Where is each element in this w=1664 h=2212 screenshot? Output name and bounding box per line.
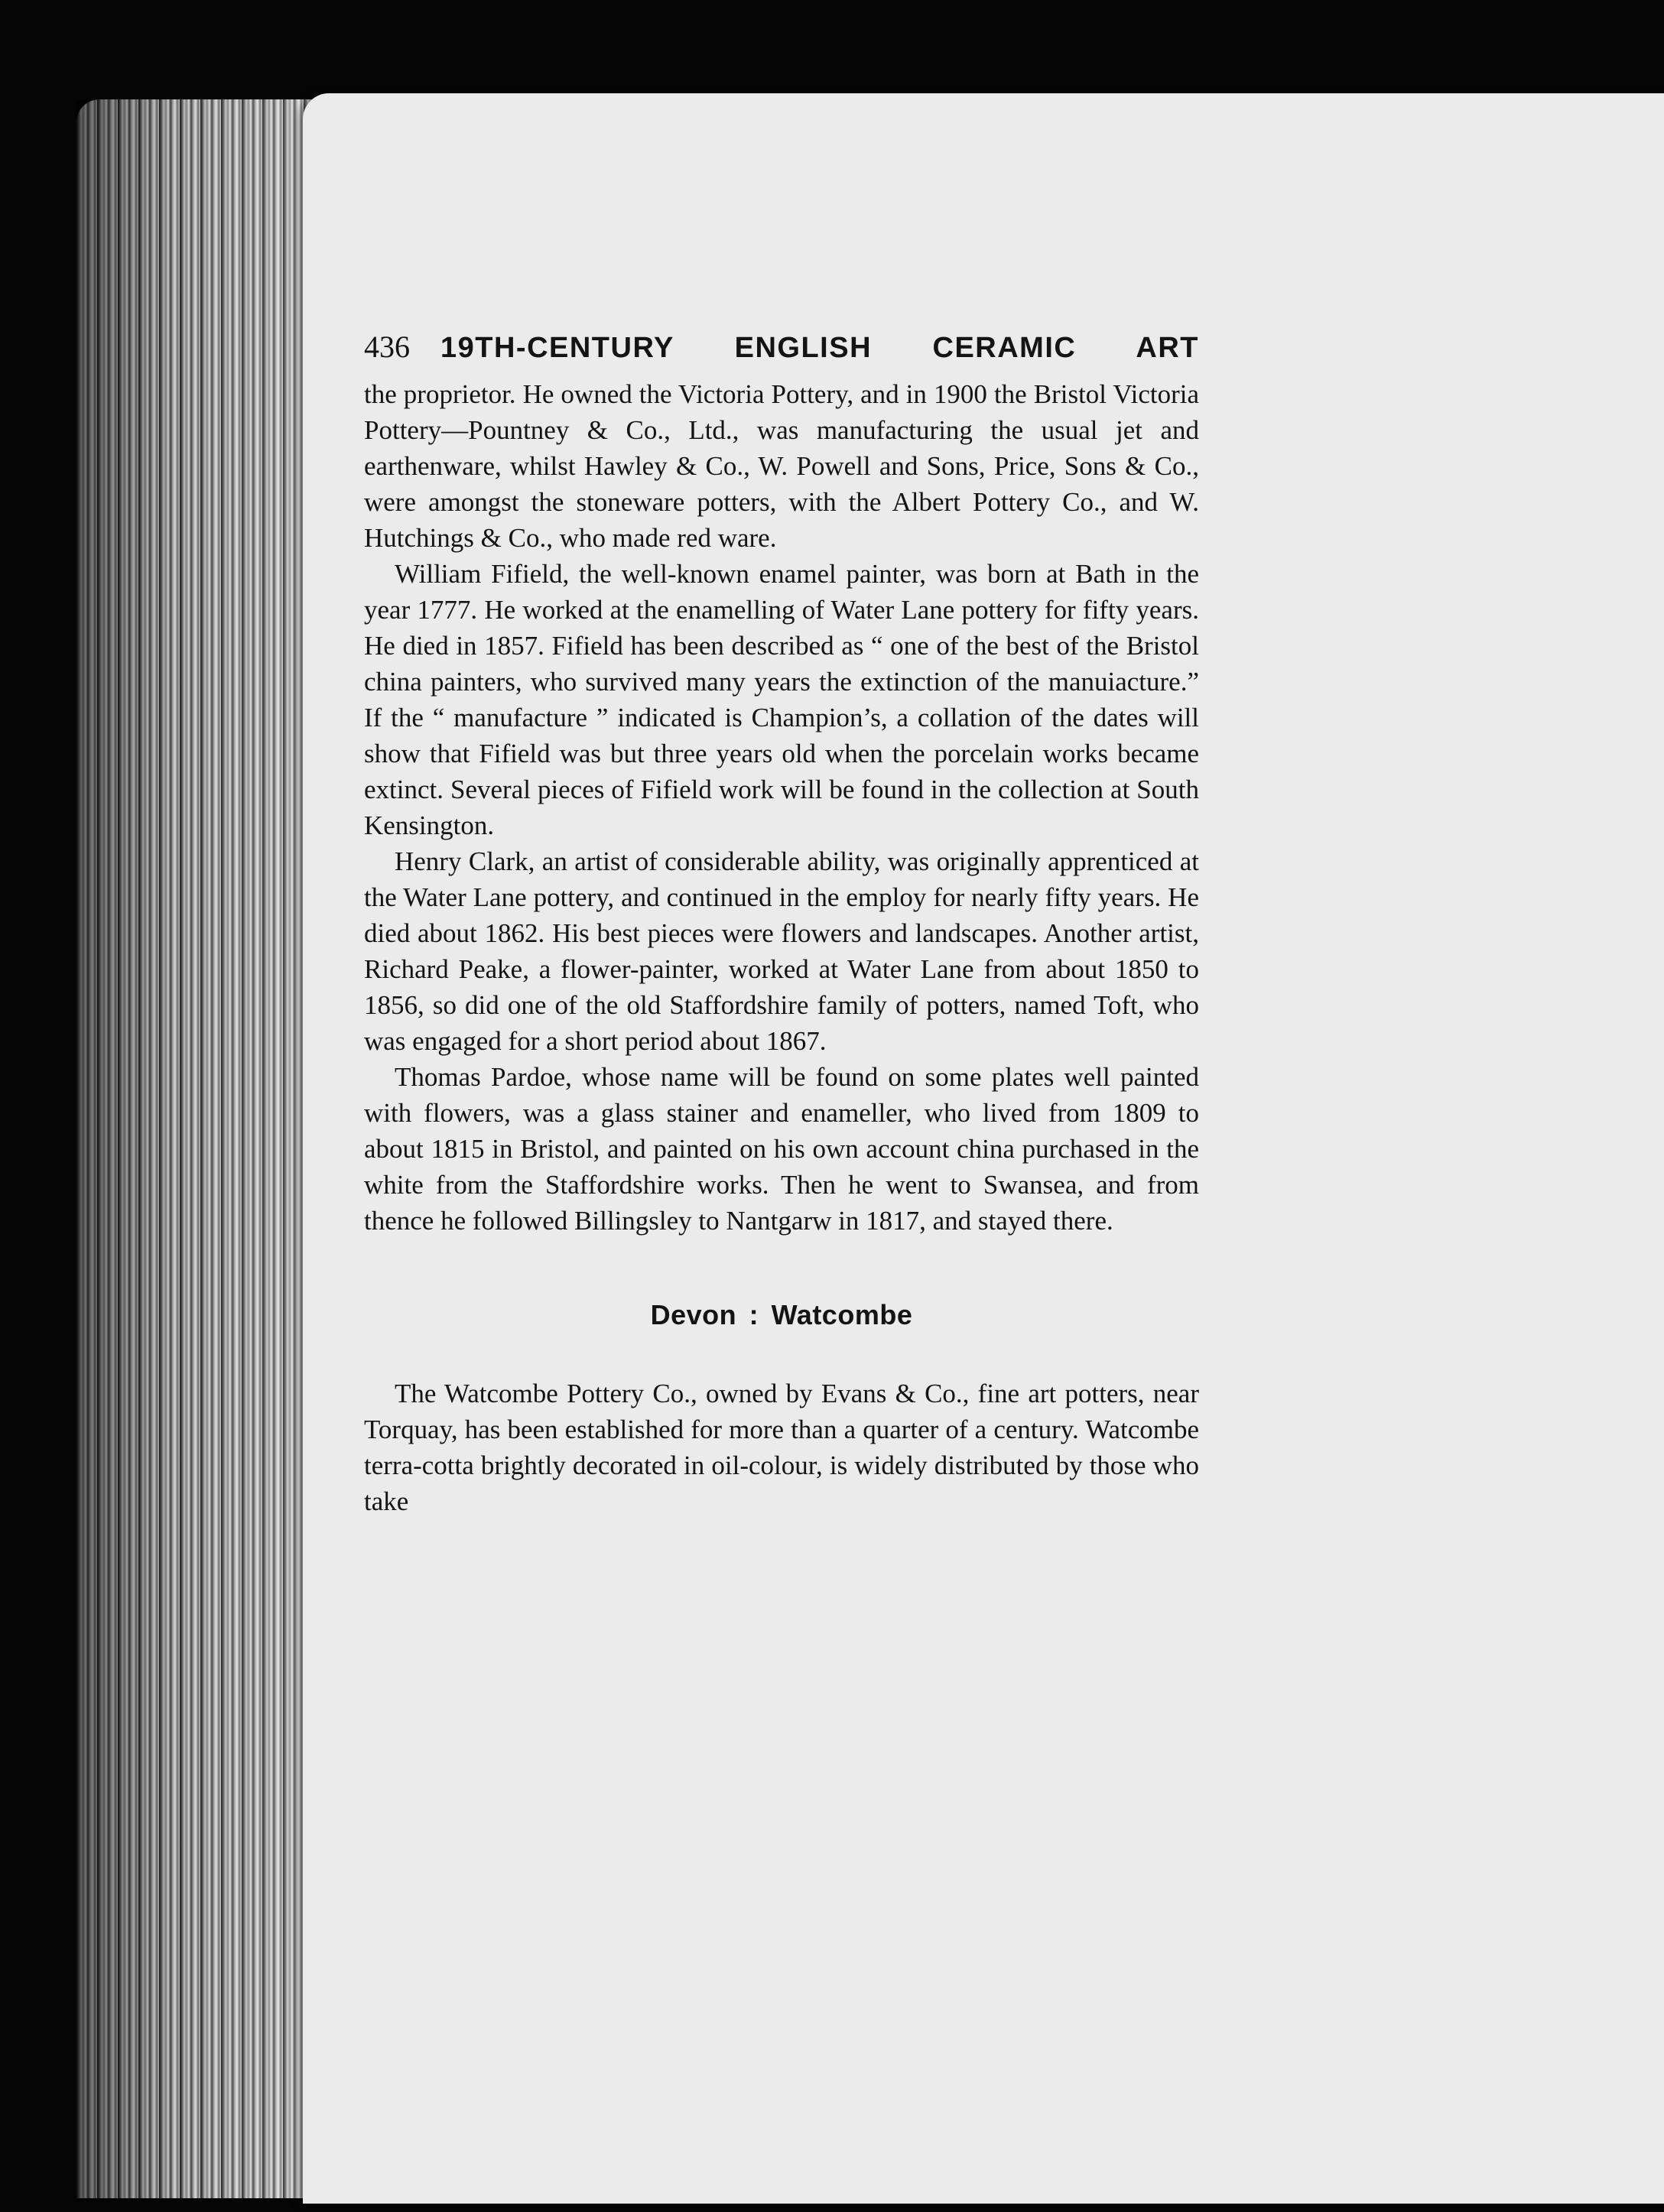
running-head xyxy=(364,329,1199,376)
paragraph-watcombe: The Watcombe Pottery Co., owned by Evans & Co., fine art potters, near Torquay, has been established for more than a quarter of a century. Watcombe terra-cotta brightly decorated in oil-colour, is widely distributed by those who take xyxy=(364,1379,1199,1516)
page-text-block xyxy=(364,329,1199,1519)
book-page-edges xyxy=(76,99,321,2198)
paragraph-henry-clark: Henry Clark, an artist of considerable ability, was originally apprenticed at the Water Lane pottery, and continued in the employ for nearly fifty years. He died about 1862. His best pieces were flowers and landscapes. Another artist, Richard Peake, a flower-painter, worked at Water Lane from about 1850 to 1856, so did one of the old Staffordshire family of potters, named Toft, who was engaged for a short period about 1867. xyxy=(364,846,1199,1056)
running-title: 19TH-CENTURY ENGLISH CERAMIC ART xyxy=(440,332,1199,364)
paragraph-continuation: the proprietor. He owned the Victoria Pottery, and in 1900 the Bristol Victoria Pottery—Pountney & Co., Ltd., was manufacturing the usual jet and earthenware, whilst Hawley & Co., W. Powell and Sons, Price, Sons & Co., were amongst the stoneware potters, with the Albert Pottery Co., and W. Hutchings & Co., who made red ware. xyxy=(364,379,1199,553)
page-number: 436 xyxy=(364,330,410,364)
section-heading: Devon : Watcombe xyxy=(650,1299,913,1330)
paragraph-william-fifield: William Fifield, the well-known enamel painter, was born at Bath in the year 1777. He worked at the enamelling of Water Lane pottery for fifty years. He died in 1857. Fifield has been described as “ one of the best of the Bristol china painters, who survived many years the extinction of the manuiacture.” If the “ manufacture ” indicated is Champion’s, a collation of the dates will show that Fifield was but three years old when the porcelain works became extinct. Several pieces of Fifield work will be found in the collection at South Kensington. xyxy=(364,559,1199,840)
paragraph-thomas-pardoe: Thomas Pardoe, whose name will be found on some plates well painted with flowers, was a glass stainer and enameller, who lived from 1809 to about 1815 in Bristol, and painted on his own account china purchased in the white from the Staffordshire works. Then he went to Swansea, and from thence he followed Billingsley to Nantgarw in 1817, and stayed there. xyxy=(364,1062,1199,1236)
